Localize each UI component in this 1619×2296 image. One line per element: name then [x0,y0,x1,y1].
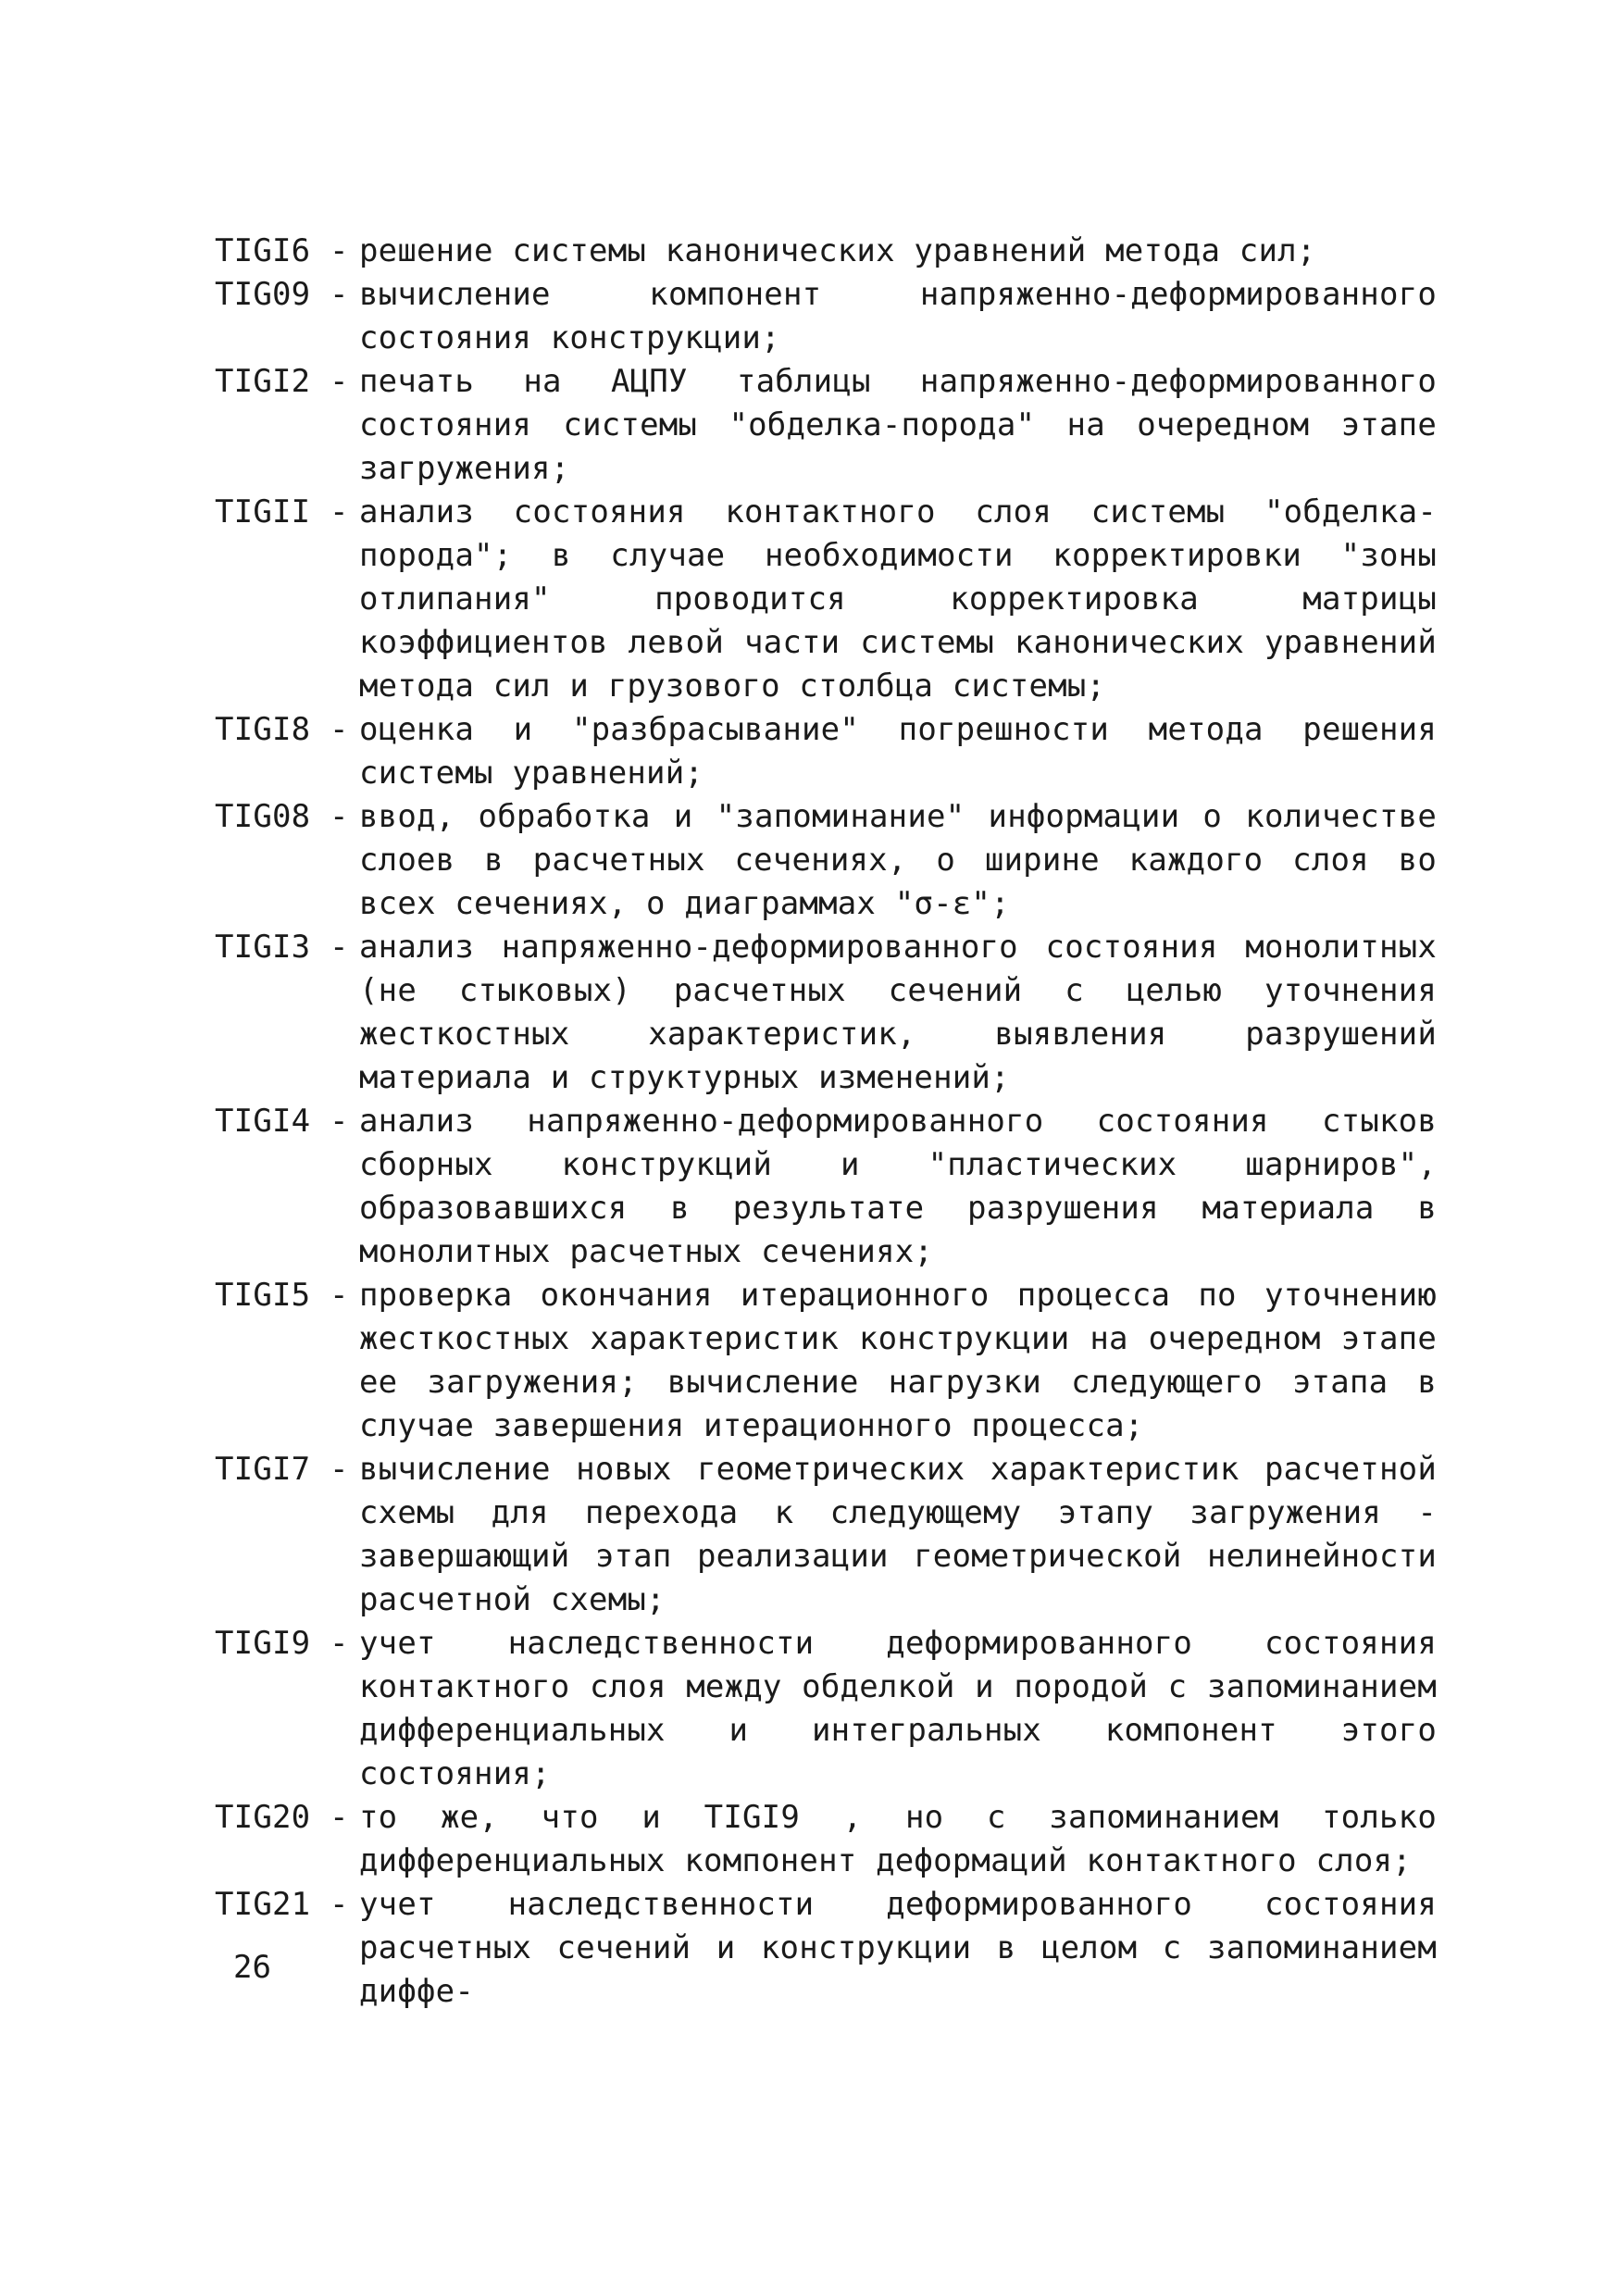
subroutine-description: учет наследственности деформированного состояния контактного слоя между обделкой и породой с запоминанием дифференциальных и интегральных компонент этого состояния; [359,1625,1437,1792]
subroutine-description: анализ напряженно-деформированного состояния стыков сборных конструкций и "пластических шарниров", образовавшихся в результате разрушения материала в монолитных расчетных сечениях; [359,1103,1437,1270]
subroutine-code: TIGI9 - [215,1625,368,1662]
subroutine-code: TIGI8 - [215,711,368,748]
subroutine-description: вычисление компонент напряженно-деформированного состояния конструкции; [359,276,1437,356]
subroutine-code: TIGI3 - [215,929,368,966]
subroutine-description: ввод, обработка и "запоминание" информации о количестве слоев в расчетных сечениях, о ширине каждого слоя во всех сечениях, о диаграммах "σ-ε"; [359,798,1437,922]
list-item [215,1622,1437,1796]
list-item [215,708,1437,795]
subroutine-code: TIGI2 - [215,363,368,400]
subroutine-description: печать на АЦПУ таблицы напряженно-деформированного состояния системы "обделка-порода" на очередном этапе загружения; [359,363,1437,487]
list-item [215,795,1437,926]
subroutine-code: TIG20 - [215,1799,368,1836]
subroutine-code: TIGI5 - [215,1277,368,1314]
page-number: 26 [233,1949,271,1986]
subroutine-code: TIG08 - [215,798,368,835]
subroutine-code: TIGII - [215,493,368,530]
list-item [215,1448,1437,1622]
subroutine-code: TIG21 - [215,1886,368,1923]
list-item [215,1796,1437,1883]
list-item [215,1883,1437,2014]
list-item [215,926,1437,1100]
list-item [215,1274,1437,1448]
subroutine-description: учет наследственности деформированного состояния расчетных сечений и конструкции в целом с запоминанием диффе- [359,1886,1437,2010]
subroutine-description: решение системы канонических уравнений метода сил; [359,232,1316,269]
subroutine-description: проверка окончания итерационного процесса по уточнению жесткостных характеристик конструкции на очередном этапе ее загружения; вычисление нагрузки следующего этапа в случае завершения итерационного процесса; [359,1277,1437,1444]
subroutine-description: то же, что и TIGI9 , но с запоминанием только дифференциальных компонент деформаций контактного слоя; [359,1799,1437,1879]
subroutine-description: анализ состояния контактного слоя системы "обделка-порода"; в случае необходимости корректировки "зоны отлипания" проводится корректировка матрицы коэффициентов левой части системы канонических уравнений метода сил и грузового столбца системы; [359,493,1437,705]
subroutine-code: TIGI6 - [215,232,368,269]
list-item [215,273,1437,360]
subroutine-code: TIGI4 - [215,1103,368,1140]
subroutine-description: анализ напряженно-деформированного состояния монолитных (не стыковых) расчетных сечений с целью уточнения жесткостных характеристик, выявления разрушений материала и структурных изменений; [359,929,1437,1096]
subroutine-code: TIGI7 - [215,1451,368,1488]
list-item [215,491,1437,708]
subroutine-code: TIG09 - [215,276,368,313]
list-item [215,360,1437,491]
list-item [215,230,1437,273]
subroutine-list [215,230,1437,2014]
subroutine-description: вычисление новых геометрических характеристик расчетной схемы для перехода к следующему этапу загружения - завершающий этап реализации геометрической нелинейности расчетной схемы; [359,1451,1437,1618]
subroutine-description: оценка и "разбрасывание" погрешности метода решения системы уравнений; [359,711,1437,792]
list-item [215,1100,1437,1274]
